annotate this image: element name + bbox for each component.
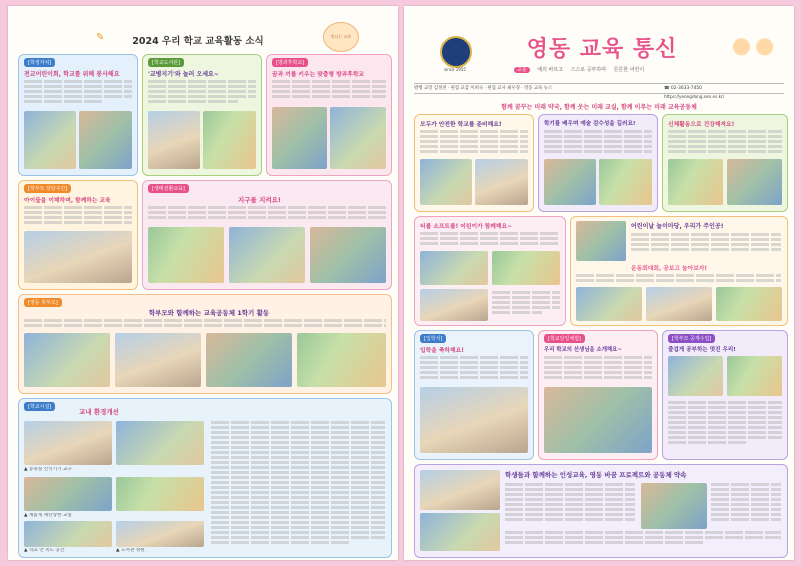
badge-text: 빛나는 교육 xyxy=(330,34,352,39)
text-line xyxy=(211,521,385,524)
section-label: [생태전환교육] xyxy=(148,184,189,193)
photo xyxy=(668,356,723,396)
photo xyxy=(646,287,712,321)
section-tball xyxy=(414,216,566,326)
text-line xyxy=(544,145,652,148)
photo xyxy=(330,107,386,169)
text-line xyxy=(668,140,782,143)
text-line xyxy=(211,501,385,504)
text-line xyxy=(24,90,132,93)
photo xyxy=(148,111,200,169)
text-line xyxy=(505,541,705,544)
text-line xyxy=(668,411,782,414)
text-line xyxy=(211,446,385,449)
masthead-text: 발행 교장 김정천 · 편집 교감 이희숙 · 편집 교사 최우경 · 영동 교육 뉴스 xyxy=(414,86,553,91)
text-line xyxy=(668,130,782,133)
text-line xyxy=(24,95,132,98)
photo xyxy=(492,251,560,285)
text-line xyxy=(505,513,635,516)
photo xyxy=(115,333,201,387)
text-line xyxy=(211,536,385,539)
text-line xyxy=(420,135,528,138)
text-line xyxy=(272,95,386,98)
text-line xyxy=(668,431,782,434)
text-line xyxy=(668,441,748,444)
motto-2: 스스로 공부하며 xyxy=(570,67,607,73)
text-line xyxy=(24,216,132,219)
text-line xyxy=(544,356,652,359)
section-title: 우리 학교의 선생님을 소개해요~ xyxy=(544,347,622,353)
text-line xyxy=(668,406,782,409)
text-line xyxy=(211,486,385,489)
text-line xyxy=(505,536,781,539)
section-title: 즐겁게 공부하는 멋진 우리! xyxy=(668,347,736,353)
photo xyxy=(544,387,652,453)
photo xyxy=(420,289,488,321)
photo xyxy=(116,521,204,547)
section-label: [입학식] xyxy=(420,334,446,343)
photo xyxy=(24,521,112,547)
caption: ▲ 학교 안 복도 공간 xyxy=(24,548,65,553)
text-line xyxy=(148,206,386,209)
text-line xyxy=(505,498,635,501)
text-line xyxy=(420,242,560,245)
phone: ☎ 02-3633-7450 xyxy=(664,86,702,91)
photo xyxy=(148,227,224,283)
text-line xyxy=(668,416,782,419)
left-page xyxy=(8,6,398,560)
text-line xyxy=(711,508,781,511)
text-line xyxy=(211,461,385,464)
photo xyxy=(203,111,256,169)
photo xyxy=(297,333,386,387)
text-line xyxy=(492,296,560,299)
masthead-bar xyxy=(414,83,784,94)
section-title: 아이들을 이해하며, 함께하는 교육 xyxy=(24,198,111,204)
text-line xyxy=(711,513,781,516)
text-line xyxy=(544,376,652,379)
text-line xyxy=(544,130,652,133)
photo xyxy=(576,287,642,321)
text-line xyxy=(544,140,652,143)
photo xyxy=(24,231,132,283)
text-line xyxy=(631,248,781,251)
text-line xyxy=(492,301,560,304)
text-line xyxy=(148,90,256,93)
text-line xyxy=(505,503,635,506)
text-line xyxy=(668,436,782,439)
section-title: 어린이날 놀이마당, 우리가 주인공! xyxy=(631,223,724,230)
section-label: [학교도서관] xyxy=(148,58,184,67)
section-open-class xyxy=(662,330,788,460)
section-physical xyxy=(662,114,788,212)
section-parent-consult xyxy=(18,180,138,290)
text-line xyxy=(211,426,385,429)
photo xyxy=(420,387,528,453)
text-line xyxy=(505,508,635,511)
text-line xyxy=(420,145,528,148)
text-line xyxy=(211,531,385,534)
photo xyxy=(668,159,723,205)
kids-illustration xyxy=(724,30,782,72)
text-line xyxy=(505,518,635,521)
website-url[interactable]: https://yeongdong.sen.es.kr/ xyxy=(664,94,725,99)
text-line xyxy=(211,506,385,509)
text-line xyxy=(148,95,256,98)
text-line xyxy=(420,140,528,143)
text-line xyxy=(211,481,385,484)
photo xyxy=(79,111,132,169)
text-line xyxy=(211,451,385,454)
section-childrens-day xyxy=(570,216,788,326)
text-line xyxy=(420,150,528,153)
section-subtitle: 운동회대회, 공보고 놀아보자! xyxy=(631,266,708,272)
motto-3: 튼튼한 어린이 xyxy=(613,67,645,73)
photo xyxy=(420,251,488,285)
text-line xyxy=(668,150,782,153)
text-line xyxy=(420,376,528,379)
text-line xyxy=(505,488,635,491)
photo xyxy=(475,159,528,205)
section-label: [학부모 공개수업] xyxy=(668,334,715,343)
photo xyxy=(206,333,292,387)
photo xyxy=(229,227,305,283)
text-line xyxy=(24,206,132,209)
section-entrance xyxy=(414,330,534,460)
section-character xyxy=(414,464,788,558)
text-line xyxy=(711,493,781,496)
section-label: [학부모 상담주간] xyxy=(24,184,71,193)
text-line xyxy=(668,401,782,404)
text-line xyxy=(711,503,781,506)
school-logo xyxy=(440,36,472,68)
text-line xyxy=(24,319,386,322)
text-line xyxy=(505,493,635,496)
photo xyxy=(641,483,707,529)
section-library xyxy=(142,54,262,176)
text-line xyxy=(24,211,132,214)
text-line xyxy=(420,232,560,235)
section-music xyxy=(538,114,658,212)
text-line xyxy=(211,516,385,519)
text-line xyxy=(272,80,386,83)
section-label: [학교당일체험] xyxy=(544,334,585,343)
text-line xyxy=(211,456,385,459)
photo xyxy=(727,159,782,205)
photo xyxy=(24,421,112,465)
text-line xyxy=(211,476,385,479)
section-parents xyxy=(18,294,392,394)
text-line xyxy=(420,237,560,240)
text-line xyxy=(211,471,385,474)
text-line xyxy=(24,221,132,224)
text-line xyxy=(492,311,542,314)
section-title: 학기를 배우며 예술 감수성을 길러요! xyxy=(544,121,636,127)
text-line xyxy=(576,274,781,277)
section-title: 신체활동으로 건강해져요! xyxy=(668,122,735,128)
photo xyxy=(576,221,626,261)
section-safety xyxy=(414,114,534,212)
photo xyxy=(116,477,204,511)
text-line xyxy=(211,466,385,469)
text-line xyxy=(148,80,256,83)
photo xyxy=(716,287,782,321)
text-line xyxy=(211,491,385,494)
text-line xyxy=(24,100,104,103)
text-line xyxy=(668,426,782,429)
text-line xyxy=(148,211,386,214)
caption: ▲ 증축실 신식기기 교구 xyxy=(24,467,72,472)
section-student-council xyxy=(18,54,138,176)
text-line xyxy=(711,518,781,521)
section-teachers xyxy=(538,330,658,460)
text-line xyxy=(24,324,386,327)
text-line xyxy=(420,130,528,133)
text-line xyxy=(211,511,385,514)
section-title: 교내 환경개선 xyxy=(79,408,119,416)
section-facilities xyxy=(18,398,392,558)
text-line xyxy=(631,243,781,246)
photo xyxy=(599,159,652,205)
text-line xyxy=(576,279,781,282)
motto-1: 예의 바르고 xyxy=(537,67,564,73)
badge-mascot xyxy=(323,22,359,52)
text-line xyxy=(211,431,385,434)
text-line xyxy=(492,291,560,294)
photo xyxy=(544,159,596,205)
right-page xyxy=(404,6,794,560)
text-line xyxy=(24,85,132,88)
section-title: 꿈과 끼를 키우는 맞춤형 방과후학교 xyxy=(272,72,365,78)
section-label: [방과후학교] xyxy=(272,58,308,67)
text-line xyxy=(148,85,256,88)
text-line xyxy=(668,145,782,148)
text-line xyxy=(211,526,385,529)
text-line xyxy=(492,306,560,309)
section-title: 학생들과 함께하는 인성교육, 영동 바꿈 프로젝트와 공동체 약속 xyxy=(505,471,687,479)
text-line xyxy=(211,496,385,499)
section-label: [학교시설] xyxy=(24,402,55,411)
text-line xyxy=(211,436,385,439)
text-line xyxy=(668,135,782,138)
section-title: 입학을 축하해요! xyxy=(420,348,464,354)
section-eco xyxy=(142,180,392,290)
photo xyxy=(420,513,500,551)
newsletter-title: 영동 교육 통신 xyxy=(526,37,678,62)
caption: ▲ 도서관 정원 xyxy=(116,548,145,553)
photo xyxy=(272,107,327,169)
left-title: 2024 우리 학교 교육활동 소식 xyxy=(132,36,264,47)
photo xyxy=(420,159,472,205)
section-title: 전교어린이회, 학교를 위해 봉사해요 xyxy=(24,71,120,78)
text-line xyxy=(631,238,781,241)
photo xyxy=(116,421,204,465)
text-line xyxy=(668,421,782,424)
section-title: 모두가 안전한 학교를 준비해요! xyxy=(420,122,502,128)
text-line xyxy=(505,531,781,534)
text-line xyxy=(631,233,781,236)
caption: ▲ 새롭게 새단장한 교실 xyxy=(24,513,72,518)
text-line xyxy=(420,361,528,364)
motto-bar: 교훈 예의 바르고 스스로 공부하며 튼튼한 어린이 xyxy=(514,66,714,76)
text-line xyxy=(211,441,385,444)
text-line xyxy=(272,85,386,88)
photo xyxy=(24,477,112,511)
text-line xyxy=(148,216,386,219)
section-title: '교병지기'와 놀러 오세요~ xyxy=(148,71,219,78)
text-line xyxy=(711,483,781,486)
text-line xyxy=(420,371,528,374)
text-line xyxy=(148,100,238,103)
text-line xyxy=(420,356,528,359)
text-line xyxy=(272,90,386,93)
slogan: 함께 꿈꾸는 미래 약국, 함께 웃는 미래 교실, 함께 이루는 미래 교육공동체 xyxy=(501,104,697,111)
photo xyxy=(420,470,500,510)
section-label: [학생자치] xyxy=(24,58,55,67)
photo xyxy=(727,356,782,396)
text-line xyxy=(544,135,652,138)
section-title: 지구를 지켜요! xyxy=(238,196,281,204)
section-label: [영등 학부모] xyxy=(24,298,62,307)
photo xyxy=(24,333,110,387)
text-line xyxy=(544,371,652,374)
text-line xyxy=(544,361,652,364)
text-line xyxy=(711,498,781,501)
photo xyxy=(310,227,386,283)
text-line xyxy=(211,541,351,544)
text-line xyxy=(544,366,652,369)
photo xyxy=(24,111,76,169)
section-title: 티볼 소프트볼! 어린이가 함께해요~ xyxy=(420,224,512,230)
section-title: 학부모와 함께하는 교육공동체 1학기 활동 xyxy=(148,309,270,317)
text-line xyxy=(211,421,385,424)
section-afterschool xyxy=(266,54,392,176)
since-text: since 1955 xyxy=(444,67,466,72)
text-line xyxy=(505,483,635,486)
text-line xyxy=(711,488,781,491)
text-line xyxy=(24,80,132,83)
text-line xyxy=(544,150,652,153)
text-line xyxy=(420,366,528,369)
pencil-icon: ✎ xyxy=(96,32,105,43)
